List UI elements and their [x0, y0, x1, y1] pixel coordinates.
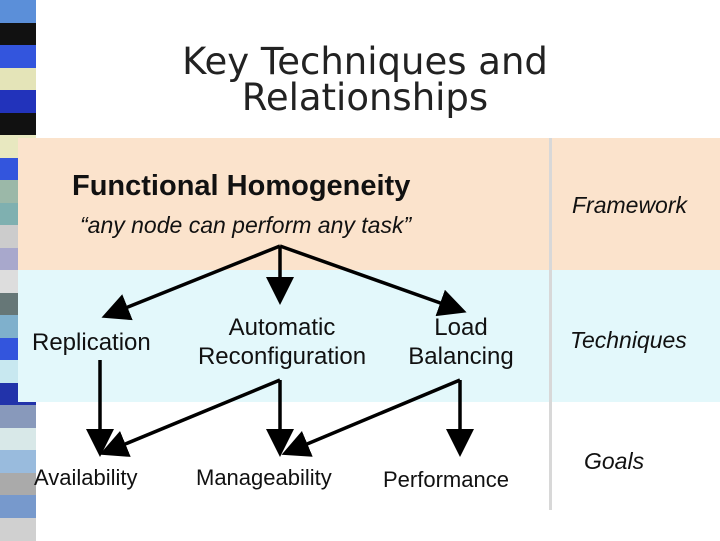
arrow-to-replication: [108, 246, 280, 315]
framework-quote: “any node can perform any task”: [80, 212, 411, 239]
arrow-to-load-balancing: [280, 246, 460, 310]
performance-label: Performance: [383, 467, 509, 493]
automatic-reconfiguration-line-1: Automatic: [184, 313, 380, 342]
functional-homogeneity-heading: Functional Homogeneity: [72, 170, 410, 203]
slide-title-line-2: Relationships: [130, 78, 600, 118]
arrow-load-balancing-to-manageability: [288, 380, 460, 452]
availability-label: Availability: [34, 465, 138, 491]
row-label-framework: Framework: [572, 192, 687, 219]
arrow-reconfiguration-to-availability: [106, 380, 280, 452]
load-balancing-line-1: Load: [396, 313, 526, 342]
row-label-techniques: Techniques: [570, 327, 687, 354]
replication-label: Replication: [32, 329, 151, 357]
automatic-reconfiguration-line-2: Reconfiguration: [184, 342, 380, 371]
row-label-goals: Goals: [584, 448, 644, 475]
slide-title-line-1: Key Techniques and: [130, 42, 600, 82]
manageability-label: Manageability: [196, 465, 332, 491]
load-balancing-line-2: Balancing: [396, 342, 526, 371]
